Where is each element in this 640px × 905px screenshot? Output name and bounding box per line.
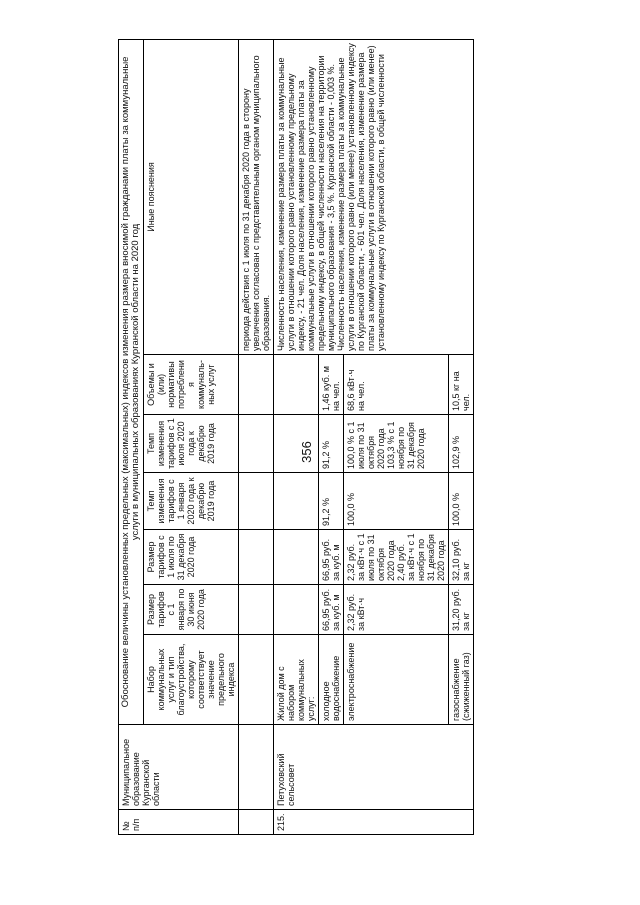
service-volume: 1,46 куб. м на чел.: [319, 355, 344, 415]
service-tariff-jul: 32,10 руб. за кг: [449, 530, 474, 585]
service-volume: 68,6 кВт·ч на чел.: [344, 355, 449, 415]
service-name: электроснабжение: [344, 635, 449, 725]
header-rate-jul: Темп изменения тарифов с 1 июля 2020 года к декабрю 2019 года: [144, 415, 239, 473]
service-rate-jan: 100,0 %: [344, 473, 449, 530]
service-rate-jul: 91,2 %: [319, 415, 344, 473]
table-row: [274, 39, 319, 834]
header-set: Набор коммунальных услуг и тип благоустройства, которому соответствует значение предельного индекса: [144, 635, 239, 725]
header-rate-jan: Темп изменения тарифов с 1 января 2020 года к декабрю 2019 года: [144, 473, 239, 530]
header-tariff-jul: Размер тарифов с 1 июля по 31 декабря 2020 года: [144, 530, 239, 585]
entry-municipality: Петуховский сельсовет: [274, 725, 474, 810]
header-caption: Обоснование величины установленных предельных (максимальных) индексов изменения размера вносимой гражданами платы за коммунальные услуги в муниципальных образованиях Курганской области на 2020 год: [119, 39, 144, 724]
service-rate-jul: 102,9 %: [449, 415, 474, 473]
service-volume: 10,5 кг на чел.: [449, 355, 474, 415]
carry-over-row: [239, 39, 274, 834]
header-num: № п/п: [119, 810, 239, 835]
service-tariff-jan: 31,20 руб. за кг: [449, 585, 474, 635]
header-volume: Объемы и (или) нормативы потребления коммуналь-ных услуг: [144, 355, 239, 415]
header-notes: Иные пояснения: [144, 39, 239, 354]
service-tariff-jan: 2,32 руб. за кВт·ч: [344, 585, 449, 635]
service-tariff-jan: 66,95 руб. за куб. м: [319, 585, 344, 635]
service-rate-jan: 91,2 %: [319, 473, 344, 530]
indices-table: [118, 39, 474, 835]
rotated-table-sheet: [118, 40, 471, 835]
entry-set-title: Жилой дом с набором коммунальных услуг:: [274, 635, 319, 725]
service-rate-jul: 100,0 % с 1 июля по 31 октября 2020 года 103,3 % с 1 ноября по 31 декабря 2020 года: [344, 415, 449, 473]
entry-num: 215.: [274, 810, 474, 835]
service-name: газоснабжение (сжиженный газ): [449, 635, 474, 725]
header-municipality: Муниципальное образование Курганской области: [119, 725, 239, 810]
service-tariff-jul: 2,32 руб. за кВт·ч с 1 июля по 31 октября 2020 года 2,40 руб. за кВт·ч с 1 ноября по 31 декабря 2020 года: [344, 530, 449, 585]
service-rate-jan: 100,0 %: [449, 473, 474, 530]
entry-notes: Численность населения, изменение размера платы за коммунальные услуги в отношении которого равно установленному предельному индексу, - 21 чел. Доля населения, изменение размера платы за коммунальные услуги в отношении которого равно установленному предельному индексу, в общей численности населения на территории муниципального образования - 3,5 %. Курганской области - 0,003 %. Численность населения, изменение размера платы за коммунальные услуги в отношении которого равно (или менее) установленному индексу по Курганской области, - 601 чел. Доля населения, изменение размера платы за коммунальные услуги в отношении которого равно (или менее) установленному индексу по Курганской области, в общей численности: [274, 39, 474, 354]
carry-over-note: периода действия с 1 июля по 31 декабря 2020 года в сторону увеличения согласован с представительным органом муниципального образования.: [239, 39, 274, 354]
header-tariff-jan: Размер тарифов с 1 января по 30 июня 2020 года: [144, 585, 239, 635]
service-name: холодное водоснабжение: [319, 635, 344, 725]
page-number: 356: [299, 441, 314, 463]
service-tariff-jul: 66,95 руб. за куб. м: [319, 530, 344, 585]
